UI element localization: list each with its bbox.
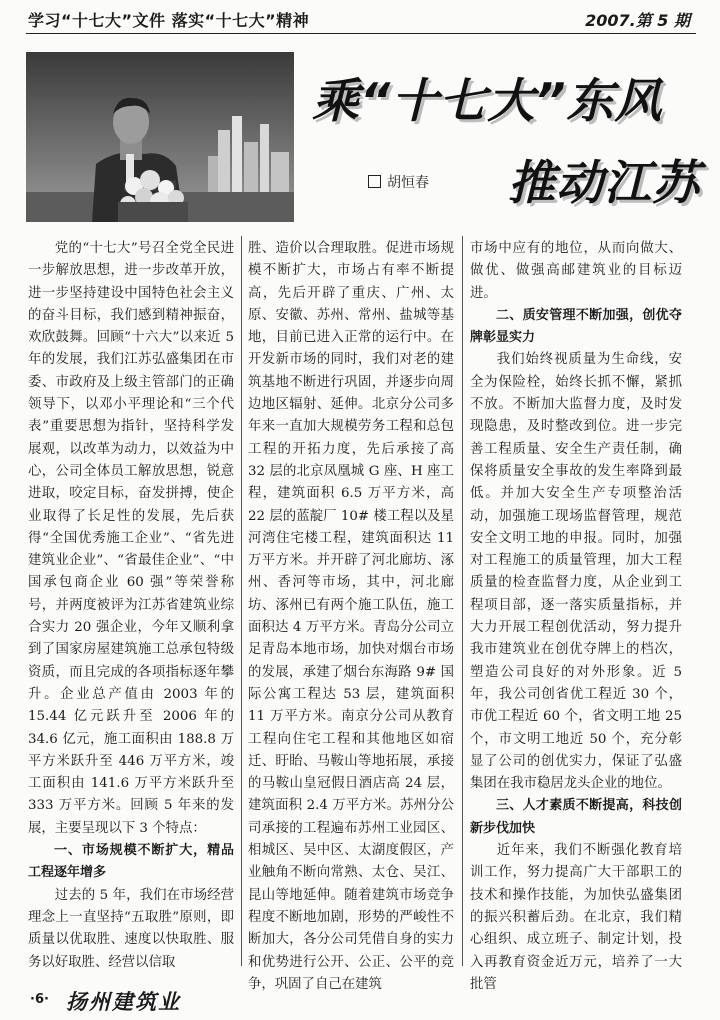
header-rule — [26, 33, 696, 34]
page-number: ·6· — [30, 992, 49, 1007]
author-byline — [368, 172, 429, 192]
byline-box-icon — [368, 175, 381, 188]
header-slogan: 学习“十七大”文件 落实“十七大”精神 — [28, 11, 310, 30]
paragraph: 党的“十七大”号召全党全民进一步解放思想，进一步改革开放，进一步坚持建设中国特色社会主义的奋斗目标，我们感到精神振奋，欢欣鼓舞。回顾“十六大”以来近 5 年的发展，我们江苏弘盛集团在市委、市政府及上级主管部门的正确领导下，以邓小平理论和“三个代表”重要思想为指针，坚持科学发展观，以改革为动力，以效益为中心，公司全体员工解放思想，锐意进取，咬定目标，奋发拼搏，使企业取得了长足性的发展，先后获得“全国优秀施工企业”、“省先进建筑业企业”、“省最佳企业”、“中国承包商企业 60 强”等荣誉称号，并两度被评为江苏省建筑业综合实力 20 强企业，今年又顺利拿到了国家房屋建筑施工总承包特级资质，而且完成的各项指标逐年攀升。企业总产值由 2003 年的 15.44 亿元跃升至 2006 年的 34.6 亿元，施工面积由 188.8 万平方米跃升至 446 万平方米，竣工面积由 141.6 万平方米跃升至 333 万平方米。回顾 5 年来的发展，主要呈现以下 3 个特点： — [28, 241, 234, 836]
paragraph: 近年来，我们不断强化教育培训工作，努力提高广大干部职工的技术和操作技能，为加快弘盛集团的振兴积蓄后劲。在北京，我们精心组织、成立班子、制定计划，投入再教育资金近万元，培养了一大批管 — [470, 843, 682, 992]
photo-illustration — [26, 52, 294, 222]
section-heading: 一、市场规模不断扩大，精品工程逐年增多 — [28, 843, 234, 881]
magazine-name: 扬州建筑业 — [66, 989, 181, 1014]
article-column-3 — [470, 238, 682, 992]
column-divider — [241, 236, 242, 966]
headline-line-1: 乘“十七大”东风 — [312, 74, 663, 129]
page-header — [0, 0, 720, 38]
paragraph: 我们始终视质量为生命线，安全为保险栓，始终长抓不懈，紧抓不放。不断加大监督力度，及时发现隐患，及时整改到位。进一步完善工程质量、安全生产责任制，确保将质量安全事故的发生率降到最低。并加大安全生产专项整治活动，加强施工现场监督管理，规范安全文明工地的申报。同时，加强对工程施工的质量管理，加大工程质量的检查监督力度，从企业到工程项目部，逐一落实质量指标，并大力开展工程创优活动，努力提升我市建筑业在创优夺牌上的档次，塑造公司良好的对外形象。近 5 年，我公司创省优工程近 30 个，市优工程近 60 个，省文明工地 25 个，市文明工地近 50 个，充分彰显了公司的创优实力，保证了弘盛集团在我市稳居龙头企业的地位。 — [470, 352, 682, 792]
section-heading: 二、质安管理不断加强，创优夺牌彰显实力 — [470, 307, 682, 346]
section-heading: 三、人才素质不断提高，科技创新步伐加快 — [470, 798, 682, 836]
author-name: 胡恒春 — [387, 175, 429, 191]
paragraph: 市场中应有的地位，从而向做大、做优、做强高邮建筑业的目标迈进。 — [470, 241, 682, 301]
article-column-2 — [248, 238, 454, 992]
article-column-1 — [28, 238, 234, 970]
issue-number: 2007.第 5 期 — [585, 11, 690, 30]
headline-line-2: 推动江苏 — [508, 156, 700, 211]
paragraph: 胜、造价以合理取胜。促进市场规模不断扩大，市场占有率不断提高，先后开辟了重庆、广州、太原、安徽、苏州、常州、盐城等基地，目前已进入正常的运行中。在开发新市场的同时，我们对老的建筑基地不断进行巩固，并逐步向周边地区辐射、延伸。北京分公司多年来一直加大规模劳务工程和总包工程的开拓力度，先后承接了高 32 层的北京凤凰城 G 座、H 座工程，建筑面积 6.5 万平方米，高 22 层的蓝靛厂 10# 楼工程以及星河湾住宅楼工程，建筑面积达 11 万平方米。并开辟了河北廊坊、涿州、香河等市场，其中，河北廊坊、涿州已有两个施工队伍，施工面积达 4 万平方米。青岛分公司立足青岛本地市场，加快对烟台市场的发展，承建了烟台东海路 9# 国际公寓工程达 53 层，建筑面积 11 万平方米。南京分公司从教育工程向住宅工程和其他地区如宿迁、盱眙、马鞍山等地拓展，承接的马鞍山皇冠假日酒店高 24 层，建筑面积 2.4 万平方米。苏州分公司承接的工程遍布苏州工业园区、相城区、吴中区、太湖度假区，产业触角不断向常熟、太仓、吴江、昆山等地延伸。随着建筑市场竞争程度不断地加剧，形势的严峻性不断加大，各分公司凭借自身的实力和优势进行公开、公正、公平的竞争，巩固了自己在建筑 — [248, 241, 454, 992]
page-footer — [0, 986, 720, 1020]
paragraph: 过去的 5 年，我们在市场经营理念上一直坚持“五取胜”原则，即质量以优取胜、速度以快取胜、服务以好取胜、经营以信取 — [28, 887, 234, 970]
column-divider — [462, 236, 463, 966]
speaker-photo — [26, 52, 294, 222]
